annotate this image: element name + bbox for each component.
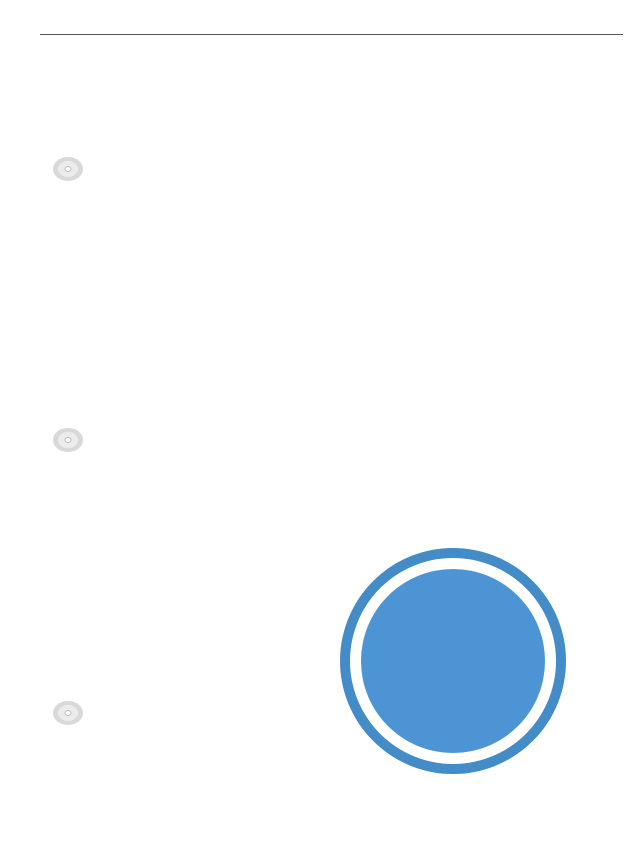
- staff-chromatic-asc: [136, 429, 590, 465]
- cd-icon: [44, 700, 90, 730]
- syllables-harmonic-minor: [136, 341, 590, 357]
- cd-track-12[interactable]: [44, 700, 90, 744]
- syllables-c-major: [136, 201, 590, 217]
- staff-c-major: [136, 159, 590, 195]
- cd-icon: [44, 427, 90, 457]
- syllables-chromatic-asc: [136, 473, 590, 489]
- staff-harmonic-minor: [136, 294, 590, 330]
- watermark-stamp: [340, 548, 566, 774]
- running-header: [45, 12, 67, 26]
- header-rule: [40, 34, 623, 35]
- cd-icon: [44, 156, 90, 186]
- cd-track-10[interactable]: [44, 156, 90, 200]
- cd-track-11[interactable]: [44, 427, 90, 471]
